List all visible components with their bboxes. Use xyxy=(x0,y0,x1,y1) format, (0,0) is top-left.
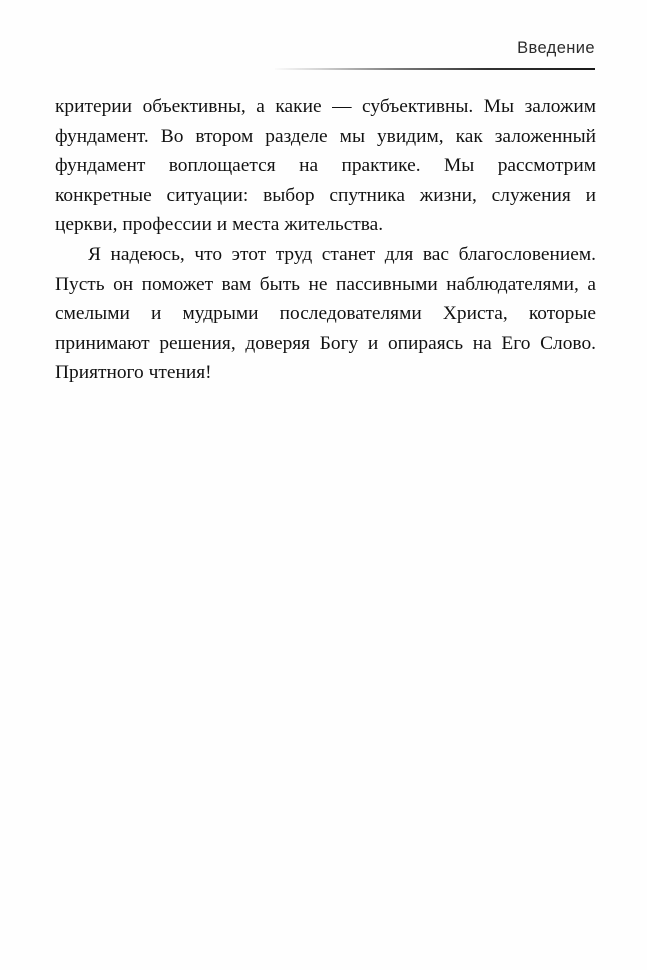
running-head xyxy=(55,38,595,72)
paragraph-2: Я надеюсь, что этот труд станет для вас благословением. Пусть он поможет вам быть не пассивными наблюдателями, а смелыми и мудрыми последователями Христа, которые принимают решения, доверяя Богу и опираясь на Его Слово. Приятного чтения! xyxy=(55,243,596,384)
body-text-block xyxy=(55,92,596,388)
running-head-title: Введение xyxy=(517,39,595,57)
running-head-rule xyxy=(275,68,595,70)
paragraph-1: критерии объективны, а какие — субъективны. Мы заложим фундамент. Во втором разделе мы увидим, как заложенный фундамент воплощается на практике. Мы рассмотрим конкретные ситуации: выбор спутника жизни, служения и церкви, профессии и места жительства. xyxy=(55,96,596,236)
